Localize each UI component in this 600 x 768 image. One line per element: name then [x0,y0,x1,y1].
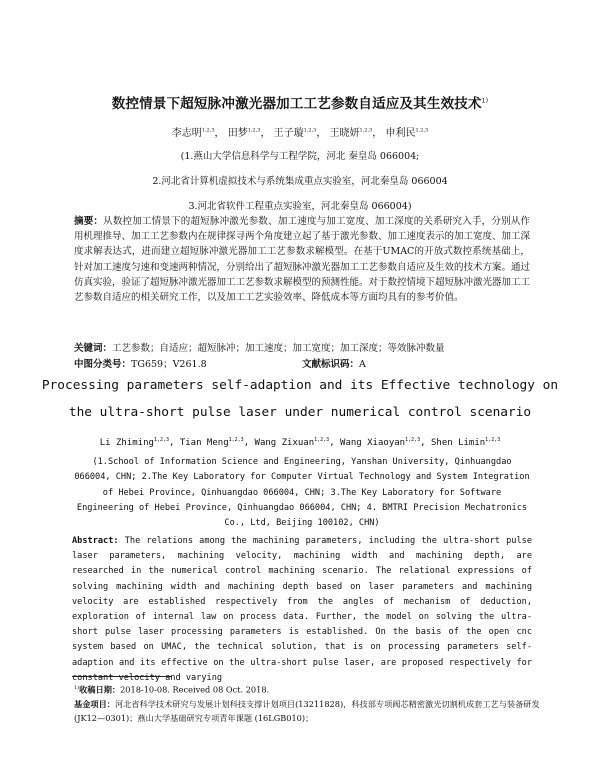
author-cn-name: 王晓妍 [329,128,360,139]
footnote-received [74,681,544,697]
author-cn-affil-marker: 1,2,3 [247,127,261,134]
chinese-author-list: 李志明$^{1,2,3}$， 田梦$^{1,2,3}$， 王子璇$^{1,2,3}$， 王晓妍$^{1,2,3}$， 申利民$^{1,2,3}$ [171,127,429,139]
title-footnote-marker: 1) [481,97,489,105]
author-en [340,438,420,448]
clc-label: 中图分类号： [74,359,132,370]
doc-code-label: 文献标识码： [302,359,360,370]
chinese-title-text: 数控情景下超短脉冲激光器加工工艺参数自适应及其生效技术 [111,96,482,112]
received-label: 收稿日期： [79,684,121,695]
author-en-name: Wang Zixuan [254,438,315,448]
affiliation-cn-2: 2.河北省计算机虚拟技术与系统集成重点实验室，河北秦皇岛 066004 [152,176,448,187]
abstract-cn-text: 从数控加工情景下的超短脉冲激光参数、加工速度与加工宽度、加工深度的关系研究入手，分别从作用机理推导、加工工艺参数内在规律探寻两个角度建立起了基于激光参数、加工速度表示的加工宽度、加工深度求解表达式，进而建立超短脉冲激光器加工工艺参数求解模型。在基于UMAC的开放式数控系统基础上，针对加工速度匀速和变速两种情况，分别给出了超短脉冲激光器加工工艺参数自适应及生效的技术方案。通过仿真实验，验证了超短脉冲激光器加工工艺参数求解模型的预测性能。对于数控情境下超短脉冲激光器加工工艺参数自适应的相关研究工作，以及加工工艺实验效率、降低成本等方面均具有的参考价值。 [74,216,531,304]
document-code [302,356,366,370]
author-cn [228,128,261,139]
affiliation-cn-3: 3.河北省软件工程重点实验室，河北秦皇岛 066004) [188,201,412,212]
english-abstract [72,534,532,686]
footnote-funding [74,697,544,725]
author-en-affil-marker: 1,2,3 [405,437,421,443]
chinese-keywords [74,340,530,354]
author-en-affil-marker: 1,2,3 [314,437,330,443]
footnote-divider [72,676,172,677]
author-en-name: Shen Limin [430,438,486,448]
author-en [180,438,244,448]
author-cn-name: 李志明 [171,128,202,139]
received-text: 2018-10-08. Received 08 Oct. 2018. [120,684,270,695]
author-en-name: Li Zhiming [99,438,154,448]
author-cn-name: 申利民 [385,128,416,139]
classification-line [74,356,530,370]
english-title-line-2: the ultra-short pulse laser under numerical control scenario [68,405,532,420]
english-title-line-1: Processing parameters self-adaption and its Effective technology on [41,378,559,393]
author-cn-affil-marker: 1,2,3 [415,127,429,134]
funding-text: 河北省科学技术研究与发展计划科技支撑计划项目(13211828)，科技部专项阀芯精密激光切割机成套工艺与装备研发(JK12—0301)；燕山大学基础研究专项青年课题 (16LGB010)； [74,699,540,723]
author-cn-affil-marker: 1,2,3 [359,127,373,134]
author-cn-name: 田梦 [227,128,248,139]
author-cn [274,128,317,139]
doc-code-value: A [359,359,366,370]
clc-value: TG659；V261.8 [131,359,207,370]
keywords-cn-label: 关键词： [74,343,113,354]
chinese-title [60,92,540,112]
footnote-marker: 1) [74,685,80,691]
author-en [431,438,500,448]
author-cn-affil-marker: 1,2,3 [201,127,215,134]
author-en-affil-marker: 1,2,3 [485,437,501,443]
english-author-list: Li Zhiming$^{1,2,3}$, Tian Meng$^{1,2,3}$, Wang Zixuan$^{1,2,3}$, Wang Xiaoyan$^{1,2,3}$, Shen Limin$^{1,2,3}$ [99,437,501,448]
keywords-cn-text: 工艺参数；自适应；超短脉冲；加工速度；加工宽度；加工深度；等效脉冲数量 [112,343,445,354]
chinese-abstract [74,214,530,305]
author-en [255,438,330,448]
author-en-name: Wang Xiaoyan [340,438,406,448]
author-en [100,438,169,448]
abstract-en-text: The relations among the machining parameters, including the ultra-short pulse laser parameters, machining velocity, machining width and machining depth, are researched in the numerical control machining scenario. The relational expressions of solving machining width and machining depth based on laser parameters and machining velocity are established respectively from the angles of mechanism of deduction, exploration of internal law on process data. Further, the model on solving the ultra-short pulse laser processing parameters is established. On the basis of the open cnc system based on UMAC, the technical solution, that is on processing parameters self-adaption and its effective on the ultra-short pulse laser, are proposed respectively for constant velocity and varying [72,536,532,683]
author-cn [172,128,215,139]
author-en-name: Tian Meng [179,438,229,448]
funding-label: 基金项目： [74,699,115,709]
abstract-cn-label: 摘要： [74,216,104,227]
abstract-en-label: Abstract: [72,536,119,546]
author-en-affil-marker: 1,2,3 [153,437,169,443]
author-cn-name: 王子璇 [273,128,304,139]
author-en-affil-marker: 1,2,3 [228,437,244,443]
author-cn [385,128,428,139]
affiliation-cn-1: (1.燕山大学信息科学与工程学院，河北 秦皇岛 066004; [180,151,420,162]
author-cn-affil-marker: 1,2,3 [303,127,317,134]
english-affiliations: (1.School of Information Science and Engineering, Yanshan University, Qinhuangdao 066004, CHN; 2.The Key Laboratory for Computer Virtual Technology and System Integration of Hebei Province, Qinhuangdao 066004, CHN; 3.The Key Laboratory for Software Engineering of Hebei Province, Qinhuangdao 066004, CHN; 4. BMTRI Precision Mechatronics Co., Ltd, Beijing 100102, CHN) [74,457,530,529]
author-cn [330,128,373,139]
